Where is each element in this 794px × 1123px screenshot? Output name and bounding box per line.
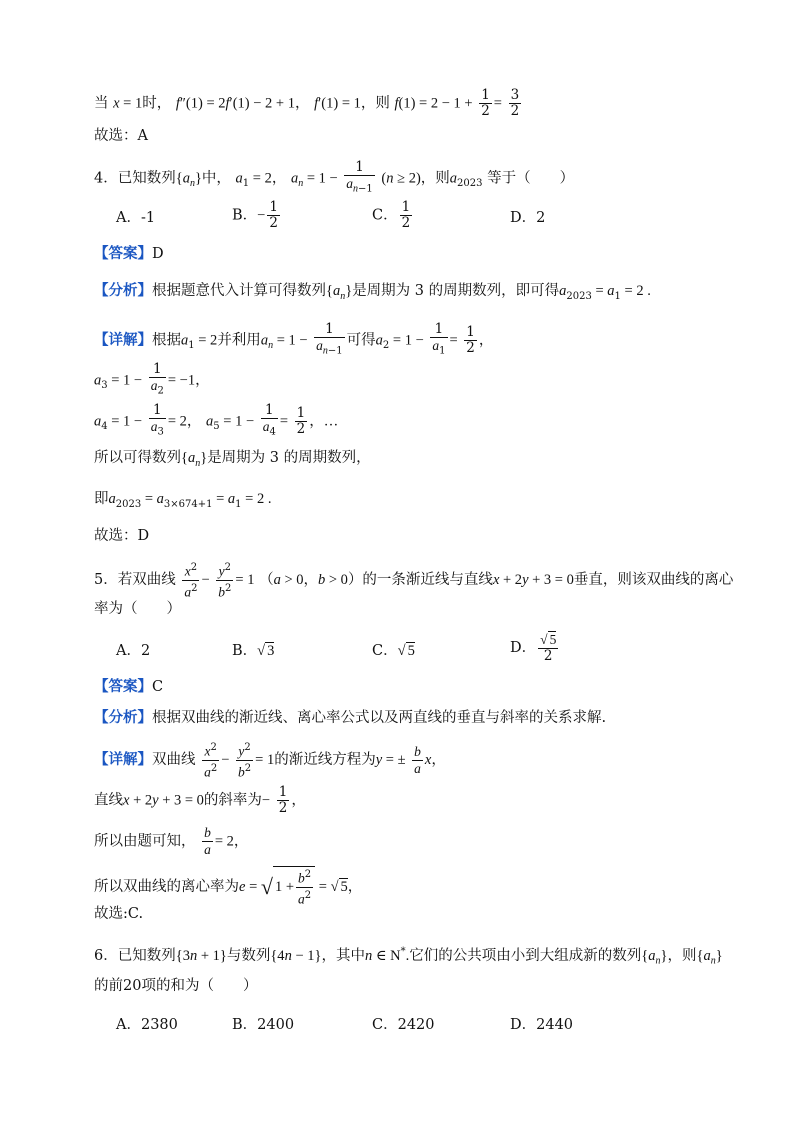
text: 可得: [346, 332, 376, 349]
text: 即: [94, 491, 109, 507]
text: D: [152, 246, 164, 262]
text: 垂直，则该双曲线的离心: [573, 572, 734, 588]
text: ，则: [360, 95, 390, 112]
text: C: [152, 679, 164, 695]
q5-detail: 【详解】双曲线 $\frac{x^2}{a^2}$ − $\frac{y^2}{b^2}$ = 1的渐近线方程为y = ± $\frac{b}{a}$ x，: [94, 742, 446, 779]
text: ，则: [667, 947, 697, 964]
text: C．: [372, 207, 398, 224]
q4-a4-a5: $a_4 = 1$ − $\frac{1}{a_3}$ = 2， $a_5 = 1$ − $\frac{1}{a_4}$ = $\frac{1}{2}$ ，…: [94, 402, 339, 438]
text: 所以双曲线的离心率为: [94, 879, 239, 895]
question-5: 5．若双曲线 $\frac{x^2}{a^2}$ − $\frac{y^2}{b^2}$ = 1 （a > 0，b > 0）的一条渐近线与直线x + 2y + 3 = 0垂直，则该双曲线的离心: [94, 562, 734, 599]
question-6: 6．已知数列{3n + 1}与数列{4n − 1}，其中n ∈ N*.它们的公共项由小到大组成新的数列$\{a_n\}$，则$\{a_n\}$: [94, 946, 723, 967]
text: 的渐近线方程为: [274, 752, 376, 768]
detail-tag: 【详解】: [94, 332, 152, 349]
text: ）的一条渐近线与直线: [347, 572, 493, 588]
text: B．: [232, 643, 258, 659]
answer-tag: 【答案】: [94, 246, 152, 262]
text: 所以由题可知，: [94, 833, 196, 850]
text: 它们的公共项由小到大组成新的数列: [409, 947, 642, 964]
q4-option-d: D．2: [510, 210, 546, 226]
analysis-tag: 【分析】: [94, 710, 152, 726]
analysis-tag: 【分析】: [94, 283, 152, 299]
q4-analysis: 【分析】根据题意代入计算可得数列$\{a_n\}$是周期为 3 的周期数列，即可得$a_{2023} = a_1 = 2$ .: [94, 283, 651, 302]
text: D．: [510, 640, 537, 656]
text: （: [259, 572, 274, 588]
text: 4．已知数列: [94, 170, 176, 187]
q4-periodic: 所以可得数列$\{a_n\}$是周期为 3 的周期数列，: [94, 450, 371, 469]
q4-a3: $a_3 = 1$ − $\frac{1}{a_2}$ = −1，: [94, 361, 210, 397]
q5-option-d: D． $\frac{√ 5}{2}$: [510, 632, 557, 664]
choose-c: 故选:C.: [94, 906, 144, 922]
text: C．: [372, 643, 398, 659]
q5-option-b: B．√ 3: [232, 643, 275, 659]
q6-option-c: C．2420: [372, 1017, 435, 1033]
text: 是周期为 3 的周期数列，即可得: [352, 283, 560, 299]
q4-option-a: A．-1: [116, 210, 156, 226]
q4-detail: 【详解】根据$a_1 = 2$并利用$a_n = 1$ − $\frac{1}{a_{n-1}}$ 可得$a_2 = 1$ − $\frac{1}{a_1}$ = $\frac{1}{2}$ ，: [94, 321, 494, 357]
q5-know: 所以由题可知， $\frac{b}{a}$ = 2，: [94, 825, 249, 857]
q5-answer: [94, 677, 163, 697]
choose-a: 故选：A: [94, 128, 148, 144]
text: 并利用: [217, 332, 261, 349]
text: 根据: [152, 332, 181, 349]
q6-option-a: A．2380: [116, 1017, 178, 1033]
question-4: 4．已知数列$\{a_n\}$中， $a_1 = 2$， $a_n = 1$ − $\frac{1}{a_{n-1}}$ (n ≥ 2)，则$a_{2023}$ 等于（ ）: [94, 159, 575, 195]
q4-result: 即$a_{2023} = a_{3\times 674+1} = a_1 = 2$ .: [94, 491, 272, 510]
q6-option-d: D．2440: [510, 1017, 574, 1033]
q5-slope: 直线x + 2y + 3 = 0的斜率为− $\frac{1}{2}$ ，: [94, 784, 306, 816]
detail-tag: 【详解】: [94, 752, 152, 768]
answer-tag: 【答案】: [94, 679, 152, 695]
q5-option-c: C．√ 5: [372, 643, 415, 659]
text: 当: [94, 95, 109, 112]
text: 所以可得数列: [94, 450, 181, 466]
q4-option-b: B．− $\frac{1}{2}$: [232, 199, 278, 231]
q4-option-c: C． $\frac{1}{2}$: [372, 199, 411, 231]
text: 中，: [201, 170, 231, 187]
question-5-cont: 率为（ ）: [94, 601, 181, 617]
text: 是周期为 3 的周期数列，: [207, 450, 371, 466]
q6-option-b: B．2400: [232, 1017, 295, 1033]
text: 5．若双曲线: [94, 572, 176, 588]
q5-analysis: [94, 708, 606, 728]
text: B．: [232, 207, 258, 224]
text: 直线: [94, 792, 123, 809]
choose-d: 故选：D: [94, 528, 150, 544]
text: 与数列: [226, 947, 271, 964]
text: 双曲线: [152, 752, 196, 768]
text: 的斜率为: [203, 792, 262, 809]
text: 6．已知数列: [94, 947, 176, 964]
q5-ecc: 所以双曲线的离心率为e = √ 1 + $\frac{b^2}{a^2}$ = √ 5，: [94, 866, 362, 907]
q5-option-a: A．2: [116, 643, 151, 659]
text: ，其中: [321, 947, 365, 964]
text: ，则: [420, 170, 450, 187]
text: 根据双曲线的渐近线、离心率公式以及两直线的垂直与斜率的关系求解.: [152, 710, 607, 726]
text: 等于（ ）: [487, 170, 575, 187]
q4-answer: [94, 244, 164, 264]
solution-line-1: 当 x = 1时， f″(1) = 2f′(1) − 2 + 1， f′(1) = 1，则 f(1) = 2 − 1 + $\frac{1}{2}$ = $\frac{3}{2}$: [94, 87, 520, 119]
question-6-cont: 的前20项的和为（ ）: [94, 978, 258, 994]
text: 根据题意代入计算可得数列: [152, 283, 326, 299]
